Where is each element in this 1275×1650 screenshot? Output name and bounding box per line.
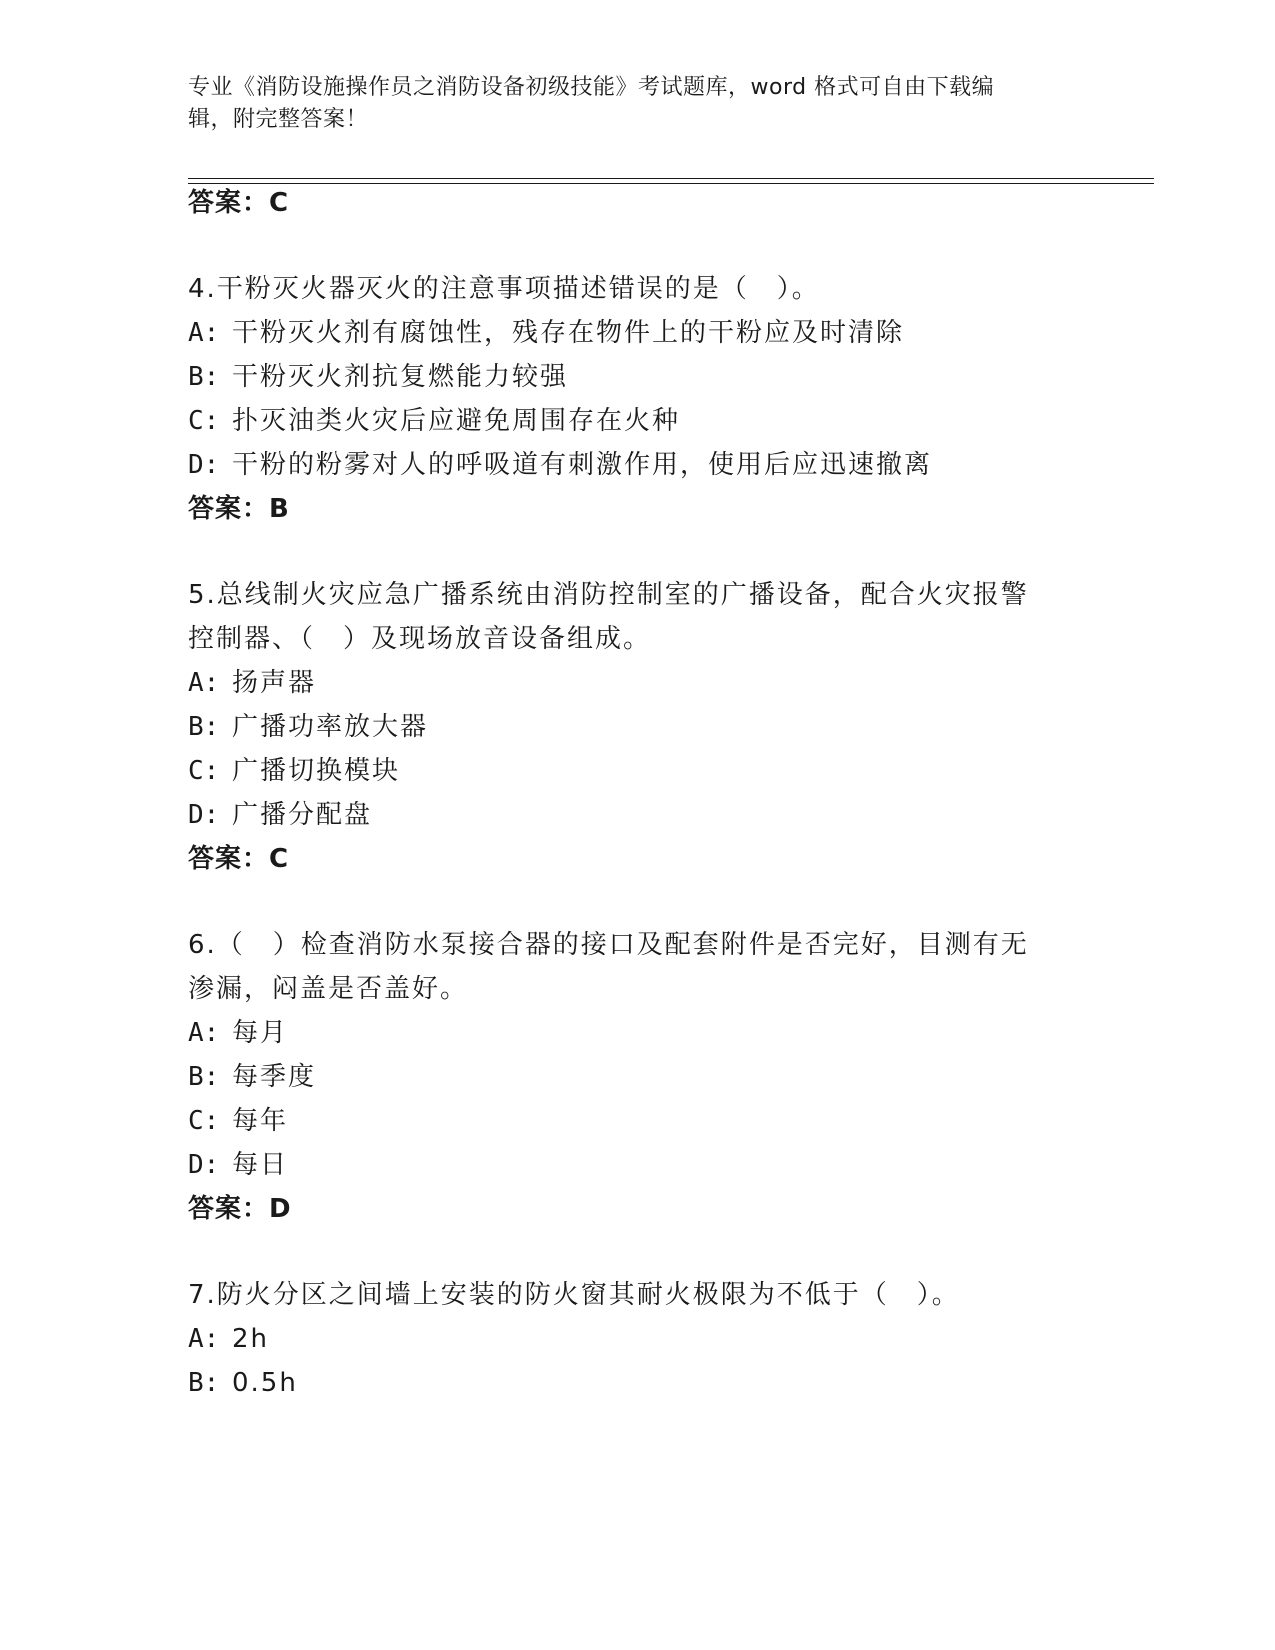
option-letter: A: — [188, 1018, 220, 1048]
question-6-option-b — [188, 1060, 316, 1094]
option-letter: C: — [188, 406, 220, 436]
option-text: 广播切换模块 — [232, 756, 401, 786]
option-text: 干粉的粉雾对人的呼吸道有刺激作用，使用后应迅速撤离 — [232, 450, 933, 480]
option-text: 每季度 — [232, 1062, 317, 1092]
header-line-1: 专业《消防设施操作员之消防设备初级技能》考试题库，word 格式可自由下载编 — [188, 75, 995, 100]
option-text: 广播功率放大器 — [232, 712, 429, 742]
option-text: 干粉灭火剂有腐蚀性，残存在物件上的干粉应及时清除 — [232, 318, 905, 348]
question-5-option-a — [188, 666, 316, 700]
option-text: 0.5h — [232, 1368, 298, 1398]
question-6-option-c — [188, 1104, 288, 1138]
question-5-answer: 答案：C — [188, 844, 290, 874]
option-letter: A: — [188, 1324, 220, 1354]
option-letter: B: — [188, 362, 220, 392]
question-6-option-d — [188, 1148, 288, 1182]
question-5-stem-line-2: 控制器、（ ）及现场放音设备组成。 — [188, 624, 652, 654]
header-rule-top — [188, 178, 1154, 179]
option-letter: D: — [188, 1150, 220, 1180]
question-5-stem-line-1: 5.总线制火灾应急广播系统由消防控制室的广播设备，配合火灾报警 — [188, 580, 1029, 610]
question-6-stem-line-1: 6.（ ）检查消防水泵接合器的接口及配套附件是否完好，目测有无 — [188, 930, 1029, 960]
option-letter: B: — [188, 1368, 220, 1398]
option-text: 广播分配盘 — [232, 800, 373, 830]
option-letter: D: — [188, 450, 220, 480]
option-letter: C: — [188, 1106, 220, 1136]
question-6-stem-line-2: 渗漏，闷盖是否盖好。 — [188, 974, 469, 1004]
option-letter: A: — [188, 668, 220, 698]
document-header — [188, 72, 1058, 136]
previous-answer: 答案：C — [188, 188, 290, 218]
option-text: 扑灭油类火灾后应避免周围存在火种 — [232, 406, 681, 436]
question-4-option-c — [188, 404, 680, 438]
option-letter: C: — [188, 756, 220, 786]
question-6-option-a — [188, 1016, 288, 1050]
option-letter: B: — [188, 712, 220, 742]
option-text: 2h — [232, 1324, 270, 1354]
option-text: 每月 — [232, 1018, 289, 1048]
option-text: 干粉灭火剂抗复燃能力较强 — [232, 362, 569, 392]
question-5-option-d — [188, 798, 372, 832]
question-7-option-a — [188, 1322, 269, 1356]
question-4-answer: 答案：B — [188, 494, 290, 524]
option-letter: A: — [188, 318, 220, 348]
question-5-option-b — [188, 710, 428, 744]
header-rule-bottom — [188, 183, 1154, 184]
question-4-stem: 4.干粉灭火器灭火的注意事项描述错误的是（ ）。 — [188, 274, 820, 304]
question-6-answer: 答案：D — [188, 1194, 292, 1224]
option-letter: D: — [188, 800, 220, 830]
question-4-option-d — [188, 448, 932, 482]
question-7-stem: 7.防火分区之间墙上安装的防火窗其耐火极限为不低于（ ）。 — [188, 1280, 960, 1310]
header-line-2: 辑，附完整答案！ — [188, 107, 369, 132]
question-7-option-b — [188, 1366, 298, 1400]
option-text: 每年 — [232, 1106, 289, 1136]
option-letter: B: — [188, 1062, 220, 1092]
option-text: 每日 — [232, 1150, 289, 1180]
question-5-option-c — [188, 754, 400, 788]
question-4-option-b — [188, 360, 568, 394]
option-text: 扬声器 — [232, 668, 317, 698]
question-4-option-a — [188, 316, 904, 350]
